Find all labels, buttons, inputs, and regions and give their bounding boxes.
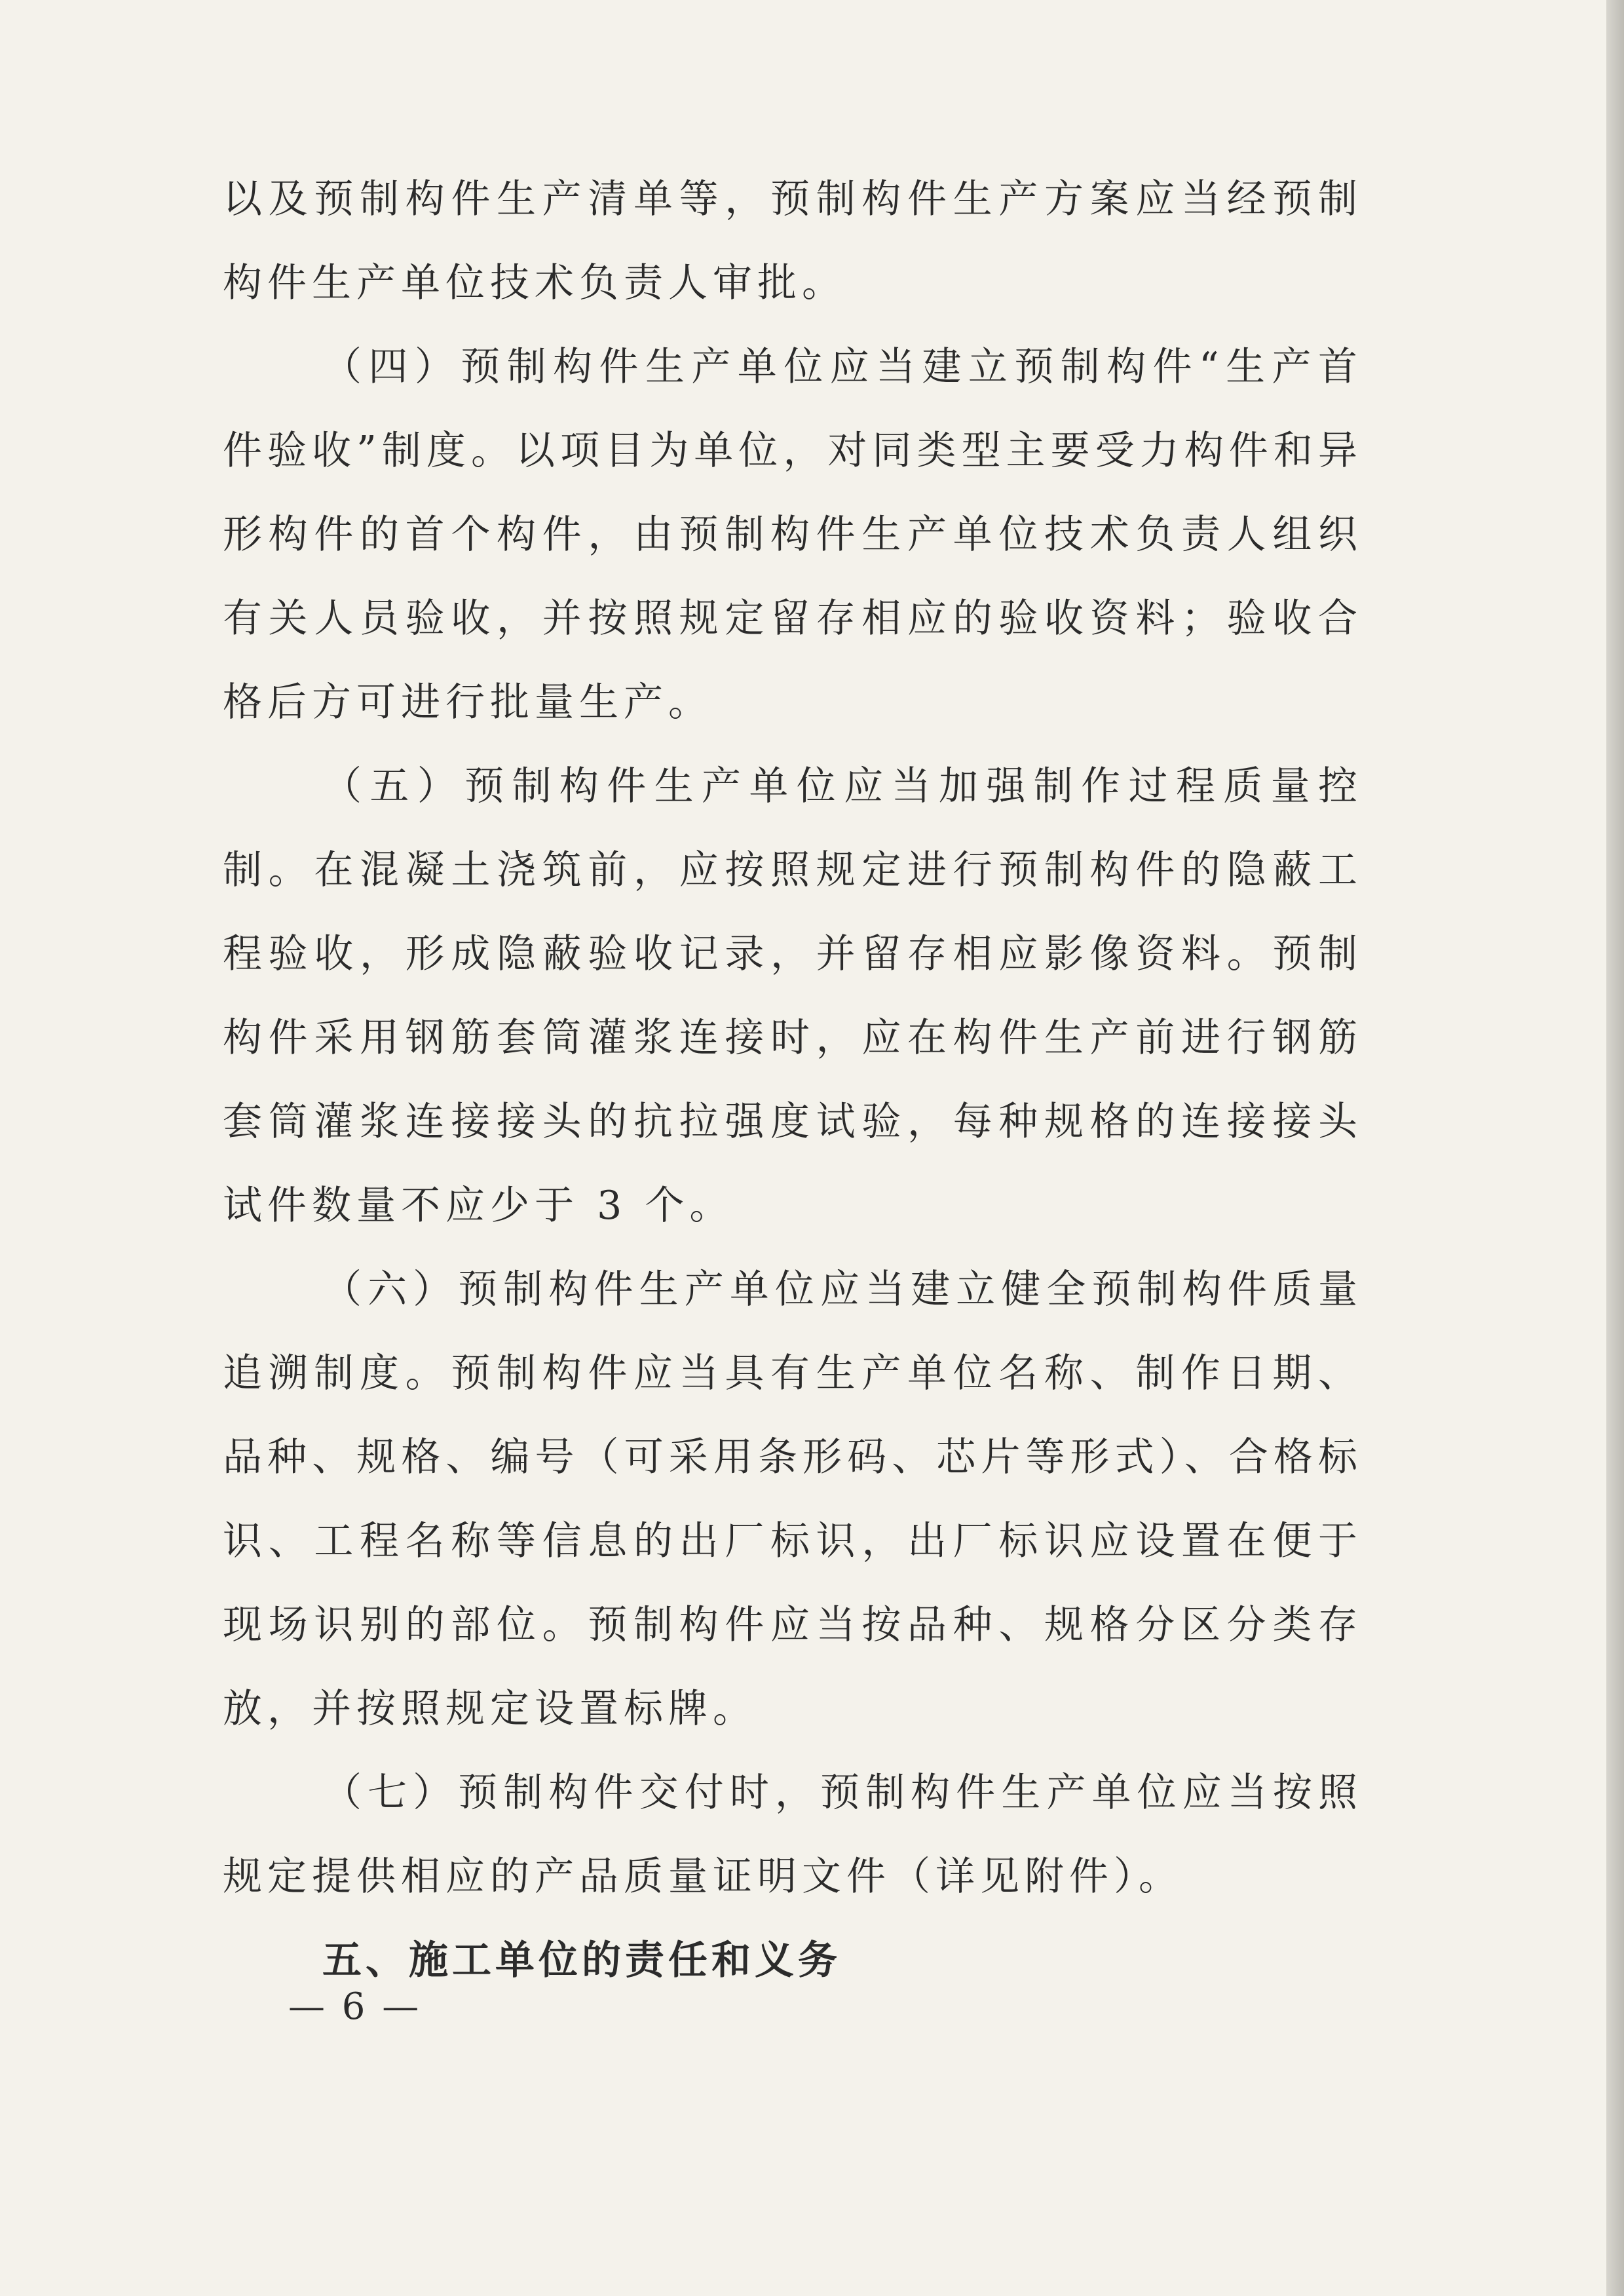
paragraph-item-4: （四）预制构件生产单位应当建立预制构件“生产首件验收”制度。以项目为单位，对同类型主要受力构件和异形构件的首个构件，由预制构件生产单位技术负责人组织有关人员验收，并按照规定留存相应的验收资料；验收合格后方可进行批量生产。 xyxy=(223,344,1363,725)
document-body xyxy=(223,157,1363,2002)
paragraph-item-6: （六）预制构件生产单位应当建立健全预制构件质量追溯制度。预制构件应当具有生产单位名称、制作日期、品种、规格、编号（可采用条形码、芯片等形式）、合格标识、工程名称等信息的出厂标识，出厂标识应设置在便于现场识别的部位。预制构件应当按品种、规格分区分类存放，并按照规定设置标牌。 xyxy=(223,1267,1363,1732)
section-heading: 五、施工单位的责任和义务 xyxy=(322,1938,841,1983)
page-edge-shadow xyxy=(1606,0,1624,2296)
paragraph-continued: 以及预制构件生产清单等，预制构件生产方案应当经预制构件生产单位技术负责人审批。 xyxy=(223,176,1363,306)
paragraph-item-5: （五）预制构件生产单位应当加强制作过程质量控制。在混凝土浇筑前，应按照规定进行预制构件的隐蔽工程验收，形成隐蔽验收记录，并留存相应影像资料。预制构件采用钢筋套筒灌浆连接时，应在构件生产前进行钢筋套筒灌浆连接接头的抗拉强度试验，每种规格的连接接头试件数量不应少于 3 个。 xyxy=(223,763,1363,1229)
paragraph-item-7: （七）预制构件交付时，预制构件生产单位应当按照规定提供相应的产品质量证明文件（详见附件）。 xyxy=(223,1770,1363,1900)
page-number: — 6 — xyxy=(288,1985,422,2028)
